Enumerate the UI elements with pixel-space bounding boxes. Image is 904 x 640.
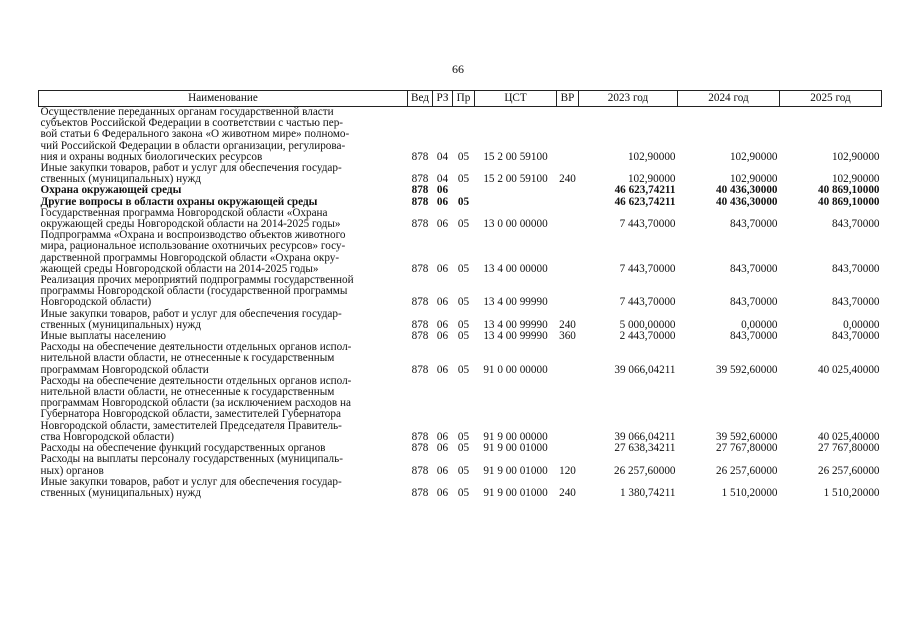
- table-row: [39, 185, 882, 196]
- row-pr: 05: [457, 363, 470, 376]
- row-value-2024: 102,90000: [729, 173, 778, 186]
- table-row: [39, 309, 882, 331]
- row-value-2023: 39 066,04211: [614, 363, 676, 376]
- row-ved: 878: [411, 296, 429, 309]
- page-number: 66: [452, 62, 464, 76]
- row-rz: 06: [436, 184, 449, 197]
- row-ved: 878: [411, 442, 429, 455]
- row-value-2023: 5 000,00000: [619, 318, 676, 331]
- row-vr: [557, 208, 579, 230]
- row-ved: 878: [411, 464, 429, 477]
- row-name: Подпрограмма «Охрана и воспроизводство объектов животного мира, рациональное использование охотничьих ресурсов» госу- дарственной программы Новгородской области «Охрана окру- жающей среды Новгородской области на 2014-2025 годы»: [40, 229, 346, 275]
- row-value-2025: 26 257,60000: [817, 464, 880, 477]
- row-vr: [557, 342, 579, 376]
- row-ved: 878: [411, 218, 429, 231]
- row-rz: 06: [436, 262, 449, 275]
- table-row: [39, 163, 882, 185]
- row-name: Иные выплаты населению: [40, 330, 166, 343]
- row-name: Другие вопросы в области охраны окружающей среды: [40, 195, 318, 208]
- row-ved: 878: [411, 184, 429, 197]
- row-value-2024: 27 767,80000: [715, 442, 778, 455]
- table-row: [39, 454, 882, 476]
- row-pr: 05: [457, 218, 470, 231]
- row-value-2023: 39 066,04211: [614, 430, 676, 443]
- row-rz: 06: [436, 218, 449, 231]
- row-value-2023: 102,90000: [627, 150, 676, 163]
- row-cst: [475, 185, 557, 196]
- row-value-2025: 40 869,10000: [817, 195, 880, 208]
- row-cst: 91 9 00 00000: [483, 430, 548, 443]
- row-value-2023: 27 638,34211: [614, 442, 676, 455]
- row-name: Государственная программа Новгородской области «Охрана окружающей среды Новгородской области на 2014-2025 годы»: [40, 206, 341, 231]
- row-pr: 05: [457, 296, 470, 309]
- row-value-2024: 102,90000: [729, 150, 778, 163]
- row-name: Осуществление переданных органам государственной власти субъектов Российской Федерации в соответствии с частью пер- вой статьи 6 Федерального закона «О животном мире» полномо- чий Российской Федерации в области организации, регулирова- ния и охраны водных биологических ресурсов: [40, 106, 350, 163]
- table-row: [39, 477, 882, 499]
- row-rz: 06: [436, 296, 449, 309]
- table-row: [39, 275, 882, 309]
- row-value-2023: 46 623,74211: [614, 184, 676, 197]
- row-rz: 06: [436, 442, 449, 455]
- row-cst: 91 0 00 00000: [483, 363, 548, 376]
- col-header-pr: Пр: [453, 91, 475, 107]
- row-ved: 878: [411, 430, 429, 443]
- row-pr: 05: [457, 262, 470, 275]
- row-value-2024: 26 257,60000: [715, 464, 778, 477]
- row-vr: 240: [559, 318, 576, 331]
- col-header-rz: РЗ: [433, 91, 453, 107]
- row-pr: 05: [457, 173, 470, 186]
- row-value-2023: 7 443,70000: [619, 296, 676, 309]
- row-cst: 13 4 00 99990: [483, 330, 548, 343]
- row-name: Реализация прочих мероприятий подпрограммы государственной программы Новгородской области (государственной программы Новгородской области): [40, 274, 354, 309]
- row-value-2024: 1 510,20000: [721, 486, 778, 499]
- row-vr: [557, 275, 579, 309]
- row-name: Расходы на обеспечение деятельности отдельных органов испол- нительной власти области, не отнесенные к государственным программам Новгородской области: [40, 341, 352, 376]
- row-value-2025: 843,70000: [831, 296, 880, 309]
- row-pr: 05: [457, 150, 470, 163]
- row-ved: 878: [411, 486, 429, 499]
- row-pr: 05: [457, 195, 470, 208]
- row-cst: 91 9 00 01000: [483, 464, 548, 477]
- row-cst: 15 2 00 59100: [483, 173, 548, 186]
- row-value-2025: 843,70000: [831, 330, 880, 343]
- row-value-2023: 102,90000: [627, 173, 676, 186]
- row-vr: [557, 197, 579, 208]
- row-name: Расходы на выплаты персоналу государственных (муниципаль- ных) органов: [40, 453, 343, 477]
- row-cst: 91 9 00 01000: [483, 486, 548, 499]
- col-header-vr: ВР: [557, 91, 579, 107]
- row-value-2025: 40 025,40000: [817, 430, 880, 443]
- row-value-2023: 7 443,70000: [619, 262, 676, 275]
- row-ved: 878: [411, 150, 429, 163]
- row-value-2023: 26 257,60000: [613, 464, 676, 477]
- row-rz: 06: [436, 430, 449, 443]
- row-vr: 240: [559, 486, 576, 499]
- row-rz: 06: [436, 330, 449, 343]
- row-vr: [557, 107, 579, 164]
- row-value-2024: 843,70000: [729, 262, 778, 275]
- row-vr: [557, 376, 579, 443]
- row-pr: [453, 185, 475, 196]
- row-name: Охрана окружающей среды: [40, 184, 182, 197]
- table-row: [39, 230, 882, 275]
- row-value-2023: 7 443,70000: [619, 218, 676, 231]
- row-pr: 05: [457, 486, 470, 499]
- table-row: [39, 376, 882, 443]
- row-value-2025: 843,70000: [831, 262, 880, 275]
- row-vr: [557, 230, 579, 275]
- row-rz: 06: [436, 318, 449, 331]
- col-header-ved: Вед: [408, 91, 433, 107]
- row-value-2024: 843,70000: [729, 218, 778, 231]
- row-value-2024: 39 592,60000: [715, 363, 778, 376]
- col-header-2023: 2023 год: [579, 91, 678, 107]
- row-value-2024: 0,00000: [741, 318, 778, 331]
- table-row: [39, 342, 882, 376]
- row-cst: 13 0 00 00000: [483, 218, 548, 231]
- row-ved: 878: [411, 318, 429, 331]
- row-name: Расходы на обеспечение деятельности отдельных органов испол- нительной власти области, не отнесенные к государственным программам Новгородской области (за исключением расходов на Губернатора Новгородской области, заместителей Губернатора Новгородской области, заместителей Председателя Правитель- ства Новгородской области): [40, 374, 352, 443]
- row-ved: 878: [411, 363, 429, 376]
- row-vr: 360: [559, 330, 576, 343]
- row-value-2025: 102,90000: [831, 173, 880, 186]
- row-pr: 05: [457, 330, 470, 343]
- row-value-2025: 40 025,40000: [817, 363, 880, 376]
- row-name: Иные закупки товаров, работ и услуг для обеспечения государ- ственных (муниципальных) нужд: [40, 162, 342, 186]
- col-header-cst: ЦСТ: [475, 91, 557, 107]
- row-value-2025: 27 767,80000: [817, 442, 880, 455]
- row-value-2023: 46 623,74211: [614, 195, 676, 208]
- row-vr: 120: [559, 464, 576, 477]
- row-value-2023: 1 380,74211: [619, 486, 676, 499]
- row-vr: [557, 443, 579, 454]
- row-pr: 05: [457, 430, 470, 443]
- row-rz: 04: [436, 150, 449, 163]
- col-header-2025: 2025 год: [780, 91, 882, 107]
- col-header-name: Наименование: [39, 91, 408, 107]
- table-header-row: [39, 91, 882, 107]
- table-row: [39, 208, 882, 230]
- row-rz: 06: [436, 363, 449, 376]
- row-pr: 05: [457, 464, 470, 477]
- row-value-2024: 843,70000: [729, 330, 778, 343]
- row-ved: 878: [411, 262, 429, 275]
- row-cst: 13 4 00 99990: [483, 318, 548, 331]
- row-cst: 13 4 00 00000: [483, 262, 548, 275]
- row-value-2025: 102,90000: [831, 150, 880, 163]
- row-cst: [475, 197, 557, 208]
- row-value-2024: 39 592,60000: [715, 430, 778, 443]
- col-header-2024: 2024 год: [678, 91, 780, 107]
- budget-table: [38, 90, 882, 499]
- row-name: Иные закупки товаров, работ и услуг для обеспечения государ- ственных (муниципальных) нужд: [40, 475, 342, 499]
- row-rz: 06: [436, 464, 449, 477]
- row-value-2025: 1 510,20000: [823, 486, 880, 499]
- row-value-2025: 40 869,10000: [817, 184, 880, 197]
- row-vr: 240: [559, 173, 576, 186]
- row-rz: 06: [436, 195, 449, 208]
- row-ved: 878: [411, 195, 429, 208]
- row-pr: 05: [457, 318, 470, 331]
- row-name: Иные закупки товаров, работ и услуг для обеспечения государ- ственных (муниципальных) нужд: [40, 307, 342, 331]
- row-rz: 06: [436, 486, 449, 499]
- row-cst: 15 2 00 59100: [483, 150, 548, 163]
- row-ved: 878: [411, 173, 429, 186]
- row-value-2025: 0,00000: [843, 318, 880, 331]
- row-value-2024: 843,70000: [729, 296, 778, 309]
- table-row: [39, 107, 882, 164]
- row-name: Расходы на обеспечение функций государственных органов: [40, 442, 326, 455]
- row-value-2023: 2 443,70000: [619, 330, 676, 343]
- row-pr: 05: [457, 442, 470, 455]
- row-vr: [557, 185, 579, 196]
- row-ved: 878: [411, 330, 429, 343]
- row-value-2024: 40 436,30000: [715, 184, 778, 197]
- row-rz: 04: [436, 173, 449, 186]
- row-cst: 91 9 00 01000: [483, 442, 548, 455]
- row-value-2025: 843,70000: [831, 218, 880, 231]
- row-cst: 13 4 00 99990: [483, 296, 548, 309]
- row-value-2024: 40 436,30000: [715, 195, 778, 208]
